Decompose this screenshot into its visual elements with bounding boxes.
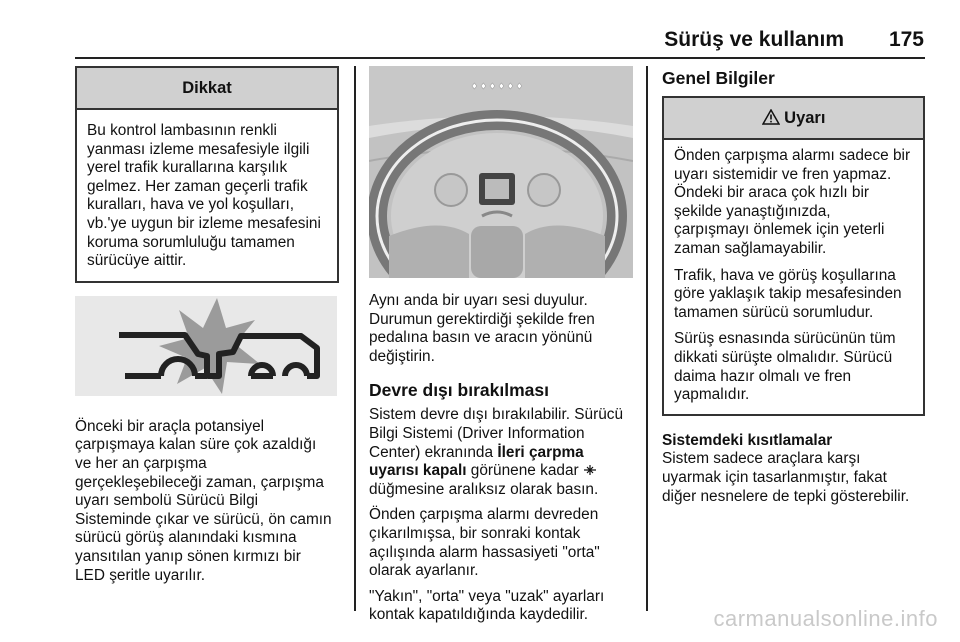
column-divider-2	[646, 66, 648, 611]
warning-box	[662, 96, 925, 416]
page-header	[0, 0, 960, 56]
dashboard-windshield-led-illustration	[369, 66, 633, 278]
header-rule	[75, 57, 925, 59]
col1-paragraph: Önceki bir araçla potansiyel çarpışmaya kalan süre çok azaldığı ve her an çarpışma gerçekleşebileceği zaman, çarpışma uyarı sembolü Sürücü Bilgi Sisteminde çıkar ve sürücü, ön camın sürücü görüş alanındaki kısmına yansıtılan yanıp sönen kırmızı bir LED şeritle uyarılır.	[75, 417, 332, 584]
caution-box	[75, 66, 339, 283]
column-3	[662, 66, 928, 506]
col2-paragraph-4: "Yakın", "orta" veya "uzak" ayarları kontak kapatıldığında kaydedilir.	[369, 587, 605, 624]
col3-paragraph: Sistem sadece araçlara karşı uyarmak için tasarlanmıştır, fakat diğer nesnelere de tepki gösterebilir.	[662, 450, 910, 505]
page-title: Sürüş ve kullanım	[664, 28, 844, 51]
column-1	[75, 66, 339, 585]
caution-text: Bu kontrol lambasının renkli yanması izleme mesafesiyle ilgili yerel trafik kurallarına karşılık gelmez. Her zaman geçerli trafik kuralları, hava ve yol koşulları, vb.'ye uygun bir izleme mesafesini koruma sorumluluğu tamamen sürücüye aittir.	[87, 122, 321, 270]
section-heading-deactivation: Devre dışı bırakılması	[369, 380, 549, 401]
col2-paragraph-1: Aynı anda bir uyarı sesi duyulur. Durumun gerektirdiği şekilde fren pedalına basın ve aracın yönünü değiştirin.	[369, 292, 595, 365]
warning-triangle-icon	[762, 109, 785, 127]
warning-title: Uyarı	[664, 98, 923, 140]
collision-warning-icon	[75, 296, 337, 396]
column-divider-1	[354, 66, 356, 611]
footer-watermark: carmanualsonline.info	[713, 606, 938, 631]
subheading-limitations: Sistemdeki kısıtlamalar	[662, 431, 833, 449]
col2-paragraph-3: Önden çarpışma alarmı devreden çıkarılmışsa, bir sonraki kontak açılışında alarm hassasiyeti "orta" olarak ayarlanır.	[369, 506, 600, 580]
page-number: 175	[888, 28, 924, 51]
col2-paragraph-2: Sistem devre dışı bırakılabilir. Sürücü Bilgi Sistemi (Driver Information Center) ekranında İleri çarpma uyarısı kapalı görünene kadar düğmesine aralıksız olarak basın.	[369, 406, 624, 498]
section-heading-general-info: Genel Bilgiler	[662, 68, 775, 88]
warning-body: Önden çarpışma alarmı sadece bir uyarı sistemidir ve fren yapmaz. Öndeki bir araca çok hızlı bir şekilde yanaştığınızda, çarpışmayı önlemek için yeterli zaman sağlamayabilir. Trafik, hava ve görüş koşullarına göre yaklaşık takip mesafesinden tamamen sürücü sorumludur. Sürüş esnasında sürücünün tüm dikkati sürüşte olmalıdır. Sürücü daima hazır olmalı ve fren yapmalıdır.	[674, 147, 911, 404]
caution-title: Dikkat	[77, 68, 337, 110]
steering-wheel-button-icon	[583, 464, 597, 476]
column-2	[369, 66, 635, 625]
